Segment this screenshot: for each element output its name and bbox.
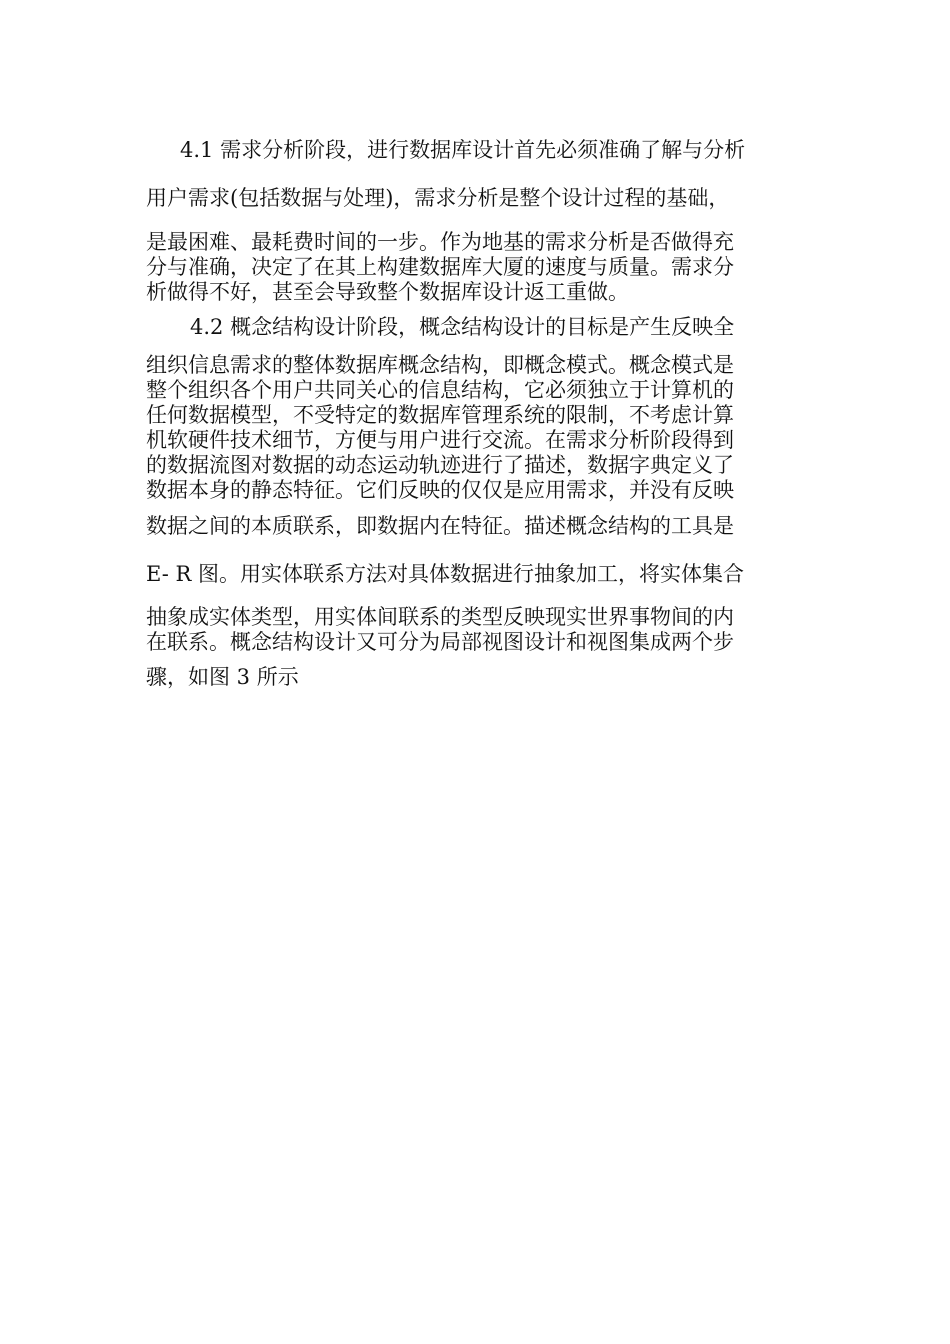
text-line: 机软硬件技术细节，方便与用户进行交流。在需求分析阶段得到 xyxy=(146,428,734,452)
text-line: 数据本身的静态特征。它们反映的仅仅是应用需求，并没有反映 xyxy=(146,478,734,502)
text-line: 整个组织各个用户共同关心的信息结构，它必须独立于计算机的 xyxy=(146,378,734,402)
text-line: 组织信息需求的整体数据库概念结构，即概念模式。概念模式是 xyxy=(146,353,734,377)
text-line: 用户需求(包括数据与处理)，需求分析是整个设计过程的基础， xyxy=(146,186,730,210)
text-line: 分与准确，决定了在其上构建数据库大厦的速度与质量。需求分 xyxy=(146,255,734,279)
text-line: 4.2 概念结构设计阶段，概念结构设计的目标是产生反映全 xyxy=(190,315,735,339)
text-line: 任何数据模型，不受特定的数据库管理系统的限制，不考虑计算 xyxy=(146,403,734,427)
text-line: 4.1 需求分析阶段，进行数据库设计首先必须准确了解与分析 xyxy=(180,138,746,162)
text-line: 数据之间的本质联系，即数据内在特征。描述概念结构的工具是 xyxy=(146,514,734,538)
text-line: 在联系。概念结构设计又可分为局部视图设计和视图集成两个步 xyxy=(146,630,734,654)
text-line: 的数据流图对数据的动态运动轨迹进行了描述，数据字典定义了 xyxy=(146,453,734,477)
text-line: E- R 图。用实体联系方法对具体数据进行抽象加工，将实体集合 xyxy=(146,562,744,586)
text-line: 骤，如图 3 所示 xyxy=(146,665,299,689)
text-line: 抽象成实体类型，用实体间联系的类型反映现实世界事物间的内 xyxy=(146,605,734,629)
text-line: 析做得不好，甚至会导致整个数据库设计返工重做。 xyxy=(146,280,629,304)
text-line: 是最困难、最耗费时间的一步。作为地基的需求分析是否做得充 xyxy=(146,230,734,254)
